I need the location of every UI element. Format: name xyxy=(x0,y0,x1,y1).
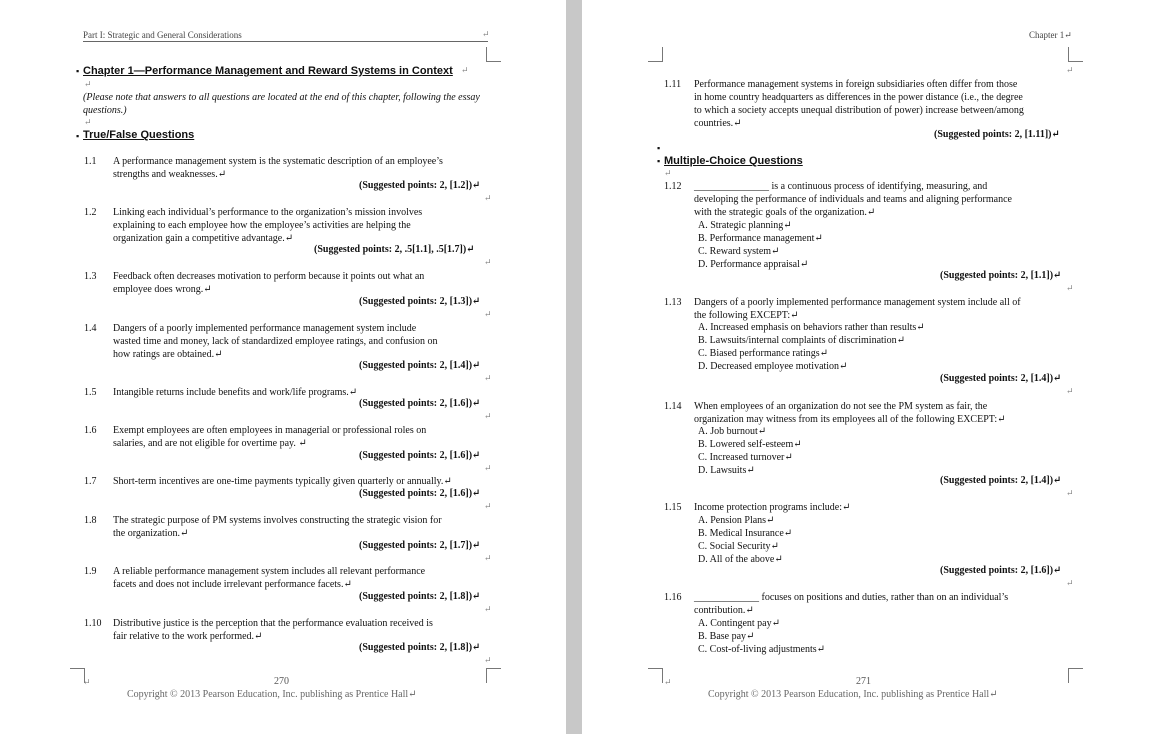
suggested-points: (Suggested points: 2, [1.6])↵ xyxy=(359,488,481,499)
paragraph-mark: ↵ xyxy=(484,604,492,614)
paragraph-mark: ↵ xyxy=(484,411,492,421)
section-title-true-false[interactable]: True/False Questions xyxy=(83,129,195,141)
paragraph-mark: ↵ xyxy=(83,677,91,687)
question-text xyxy=(694,296,1021,322)
paragraph-mark: ↵ xyxy=(1066,386,1074,396)
page-gap xyxy=(566,0,582,734)
chapter-title[interactable]: Chapter 1—Performance Management and Reward Systems in Context xyxy=(83,65,453,77)
question-number: 1.15 xyxy=(664,502,682,513)
question-number: 1.2 xyxy=(84,207,97,218)
question-line: organization gain a competitive advantage.↵ xyxy=(113,233,294,244)
bullet-marker: ▪ xyxy=(76,66,80,76)
crop-mark xyxy=(486,47,501,62)
paragraph-mark: ↵ xyxy=(1066,283,1074,293)
paragraph-mark: ↵ xyxy=(484,553,492,563)
question-text xyxy=(113,617,433,643)
question-line: wasted time and money, lack of standardized employee ratings, and confusion on xyxy=(113,336,438,347)
question-line: Feedback often decreases motivation to perform because it points out what an xyxy=(113,271,425,282)
crop-mark xyxy=(486,668,501,683)
question-text xyxy=(113,514,442,540)
answer-options xyxy=(698,514,792,566)
header-rule xyxy=(83,41,488,42)
paragraph-mark: ↵ xyxy=(664,168,672,178)
question-line: Short-term incentives are one-time payments typically given quarterly or annually.↵ xyxy=(113,476,452,487)
answer-option[interactable]: B. Lawsuits/internal complaints of discrimination↵ xyxy=(698,335,905,346)
page-number: 271 xyxy=(856,676,871,687)
question-number: 1.3 xyxy=(84,271,97,282)
suggested-points: (Suggested points: 2, [1.1])↵ xyxy=(940,270,1062,281)
page-270 xyxy=(0,0,566,734)
question-line: A reliable performance management system includes all relevant performance xyxy=(113,566,426,577)
answer-option[interactable]: A. Job burnout↵ xyxy=(698,426,767,437)
question-line: A performance management system is the systematic description of an employee’s xyxy=(113,156,443,167)
answer-option[interactable]: C. Cost-of-living adjustments↵ xyxy=(698,644,825,655)
question-number: 1.9 xyxy=(84,566,97,577)
paragraph-mark: ↵ xyxy=(484,309,492,319)
question-line: Dangers of a poorly implemented performance management system include all of xyxy=(694,297,1021,308)
answer-options xyxy=(698,219,823,271)
paragraph-mark: ↵ xyxy=(484,193,492,203)
question-number: 1.5 xyxy=(84,387,97,398)
paragraph-mark: ↵ xyxy=(482,29,490,39)
answer-option[interactable]: B. Performance management↵ xyxy=(698,233,823,244)
answer-options xyxy=(698,321,925,373)
question-text xyxy=(694,501,850,514)
answer-option[interactable]: C. Reward system↵ xyxy=(698,246,780,257)
copyright-footer: Copyright © 2013 Pearson Education, Inc. publishing as Prentice Hall↵ xyxy=(708,689,998,700)
question-text xyxy=(694,78,1024,130)
question-line: salaries, and are not eligible for overtime pay. ↵ xyxy=(113,438,307,449)
paragraph-mark: ↵ xyxy=(461,65,469,75)
answer-options xyxy=(698,617,825,656)
answer-option[interactable]: D. Lawsuits↵ xyxy=(698,465,755,476)
question-text xyxy=(113,270,424,296)
question-number: 1.12 xyxy=(664,181,682,192)
question-number: 1.6 xyxy=(84,425,97,436)
running-header: Part I: Strategic and General Considerations xyxy=(83,30,242,40)
crop-mark xyxy=(1068,47,1083,62)
crop-mark xyxy=(1068,668,1083,683)
question-line: Linking each individual’s performance to the organization’s mission involves xyxy=(113,207,423,218)
question-number: 1.8 xyxy=(84,515,97,526)
question-text xyxy=(113,206,422,245)
suggested-points: (Suggested points: 2, [1.4])↵ xyxy=(940,373,1062,384)
paragraph-mark: ↵ xyxy=(1066,488,1074,498)
question-line: countries.↵ xyxy=(694,118,742,129)
running-header: Chapter 1↵ xyxy=(1029,30,1072,40)
question-number: 1.4 xyxy=(84,323,97,334)
question-number: 1.10 xyxy=(84,618,102,629)
question-line: fair relative to the work performed.↵ xyxy=(113,631,263,642)
question-line: Exempt employees are often employees in managerial or professional roles on xyxy=(113,425,427,436)
answer-option[interactable]: C. Increased turnover↵ xyxy=(698,452,793,463)
question-text xyxy=(694,400,1006,426)
question-line: Distributive justice is the perception that the performance evaluation received is xyxy=(113,618,433,629)
paragraph-mark: ↵ xyxy=(84,117,92,127)
question-line: _____________ focuses on positions and duties, rather than on an individual’s xyxy=(694,592,1009,603)
question-text xyxy=(113,322,438,361)
answer-option[interactable]: D. Decreased employee motivation↵ xyxy=(698,361,848,372)
question-line: Income protection programs include:↵ xyxy=(694,502,851,513)
question-line: how ratings are obtained.↵ xyxy=(113,349,223,360)
question-text xyxy=(113,475,452,488)
crop-mark xyxy=(648,668,663,683)
suggested-points: (Suggested points: 2, [1.2])↵ xyxy=(359,180,481,191)
question-line: the organization.↵ xyxy=(113,528,189,539)
question-line: explaining to each employee how the employee’s activities are helping the xyxy=(113,220,411,231)
suggested-points: (Suggested points: 2, [1.7])↵ xyxy=(359,540,481,551)
answer-option[interactable]: A. Contingent pay↵ xyxy=(698,618,780,629)
answer-option[interactable]: C. Biased performance ratings↵ xyxy=(698,348,829,359)
question-number: 1.1 xyxy=(84,156,97,167)
bullet-marker: ▪ xyxy=(657,156,661,166)
question-number: 1.11 xyxy=(664,79,682,90)
answers-note: (Please note that answers to all questions are located at the end of this chapter, following the essay questions.) xyxy=(83,92,480,116)
answer-option[interactable]: D. All of the above↵ xyxy=(698,554,783,565)
suggested-points: (Suggested points: 2, [1.8])↵ xyxy=(359,642,481,653)
page-number: 270 xyxy=(274,676,289,687)
answer-option[interactable]: B. Lowered self-esteem↵ xyxy=(698,439,802,450)
answer-option[interactable]: A. Strategic planning↵ xyxy=(698,220,792,231)
question-line: contribution.↵ xyxy=(694,605,754,616)
paragraph-mark: ↵ xyxy=(664,677,672,687)
question-text xyxy=(113,155,443,181)
suggested-points: (Suggested points: 2, [1.4])↵ xyxy=(940,475,1062,486)
question-line: strengths and weaknesses.↵ xyxy=(113,169,227,180)
question-line: employee does wrong.↵ xyxy=(113,284,212,295)
answer-option[interactable]: B. Medical Insurance↵ xyxy=(698,528,793,539)
answer-option[interactable]: D. Performance appraisal↵ xyxy=(698,259,809,270)
question-line: to which a society accepts unequal distribution of power) increase between/among xyxy=(694,105,1024,116)
answer-option[interactable]: C. Social Security↵ xyxy=(698,541,779,552)
question-text xyxy=(113,565,425,591)
paragraph-mark: ↵ xyxy=(484,373,492,383)
page-271 xyxy=(582,0,1150,734)
question-line: _______________ is a continuous process of identifying, measuring, and xyxy=(694,181,988,192)
answer-options xyxy=(698,425,802,477)
question-line: the following EXCEPT:↵ xyxy=(694,310,799,321)
section-title-multiple-choice[interactable]: Multiple-Choice Questions xyxy=(664,155,803,167)
question-text xyxy=(694,180,1012,219)
question-line: Dangers of a poorly implemented performance management system include xyxy=(113,323,417,334)
suggested-points: (Suggested points: 2, [1.6])↵ xyxy=(359,398,481,409)
suggested-points: (Suggested points: 2, [1.11])↵ xyxy=(934,129,1060,140)
question-number: 1.7 xyxy=(84,476,97,487)
suggested-points: (Suggested points: 2, [1.8])↵ xyxy=(359,591,481,602)
question-number: 1.13 xyxy=(664,297,682,308)
suggested-points: (Suggested points: 2, [1.6])↵ xyxy=(359,450,481,461)
answer-option[interactable]: A. Pension Plans↵ xyxy=(698,515,775,526)
question-text xyxy=(694,591,1008,617)
question-number: 1.14 xyxy=(664,401,682,412)
paragraph-mark: ↵ xyxy=(484,655,492,665)
answer-option[interactable]: B. Base pay↵ xyxy=(698,631,755,642)
question-line: Performance management systems in foreign subsidiaries often differ from those xyxy=(694,79,1018,90)
paragraph-mark: ↵ xyxy=(84,79,92,89)
suggested-points: (Suggested points: 2, [1.6])↵ xyxy=(940,565,1062,576)
question-line: with the strategic goals of the organization.↵ xyxy=(694,207,876,218)
bullet-marker: ▪ xyxy=(76,131,80,141)
paragraph-mark: ↵ xyxy=(484,501,492,511)
copyright-footer: Copyright © 2013 Pearson Education, Inc. publishing as Prentice Hall↵ xyxy=(127,689,417,700)
question-number: 1.16 xyxy=(664,592,682,603)
suggested-points: (Suggested points: 2, .5[1.1], .5[1.7])↵ xyxy=(314,244,475,255)
crop-mark xyxy=(648,47,663,62)
paragraph-mark: ↵ xyxy=(484,257,492,267)
question-line: The strategic purpose of PM systems involves constructing the strategic vision for xyxy=(113,515,442,526)
question-line: in home country headquarters as differences in the power distance (i.e., the degree xyxy=(694,92,1023,103)
question-line: When employees of an organization do not see the PM system as fair, the xyxy=(694,401,988,412)
paragraph-mark: ↵ xyxy=(1066,578,1074,588)
question-line: organization may witness from its employees all of the following EXCEPT:↵ xyxy=(694,414,1006,425)
question-text xyxy=(113,386,357,399)
answer-option[interactable]: A. Increased emphasis on behaviors rather than results↵ xyxy=(698,322,925,333)
question-line: Intangible returns include benefits and work/life programs.↵ xyxy=(113,387,358,398)
question-line: facets and does not include irrelevant performance facets.↵ xyxy=(113,579,352,590)
paragraph-mark: ↵ xyxy=(484,463,492,473)
suggested-points: (Suggested points: 2, [1.3])↵ xyxy=(359,296,481,307)
suggested-points: (Suggested points: 2, [1.4])↵ xyxy=(359,360,481,371)
bullet-marker: ▪ xyxy=(657,143,661,153)
question-line: developing the performance of individuals and teams and aligning performance xyxy=(694,194,1012,205)
question-text xyxy=(113,424,426,450)
paragraph-mark: ↵ xyxy=(1066,65,1074,75)
